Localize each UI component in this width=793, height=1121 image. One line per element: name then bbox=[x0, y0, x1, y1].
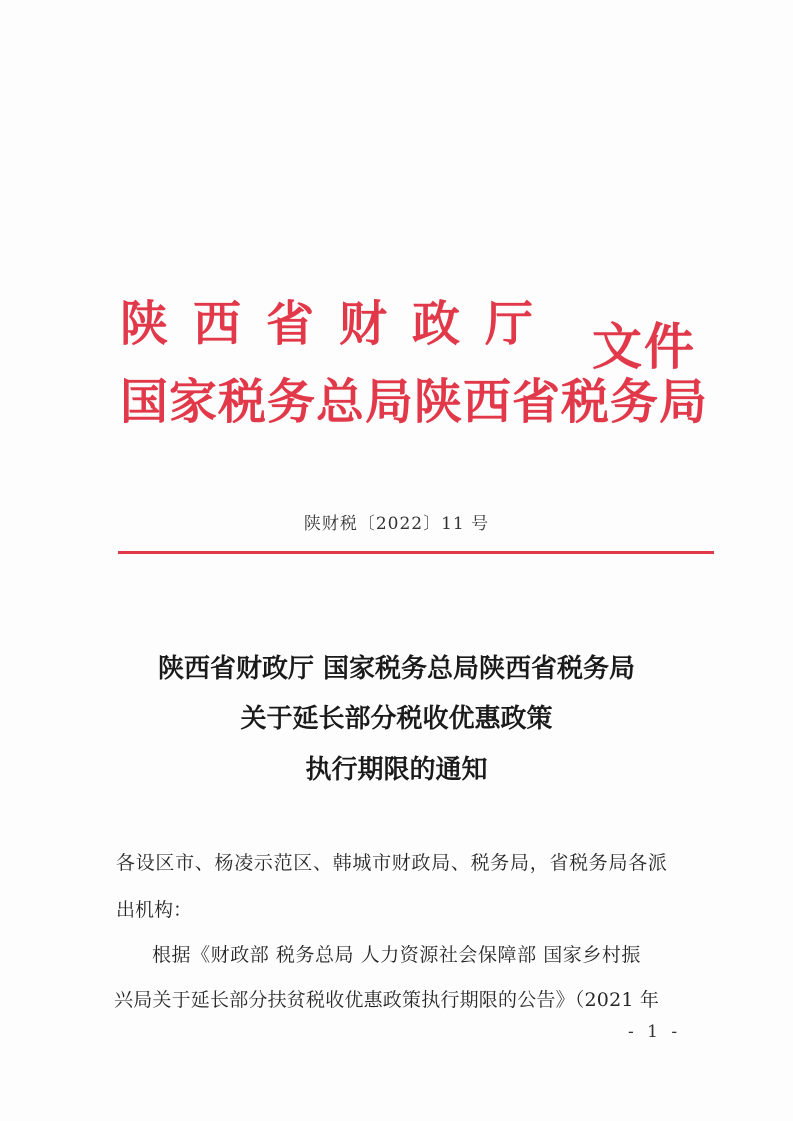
issuer-line-finance-dept: 陕西省财政厅 bbox=[120, 296, 559, 352]
addressee-line-1: 各设区市、杨凌示范区、韩城市财政局、税务局，省税务局各派 bbox=[116, 852, 668, 874]
body-paragraph-line-2: 兴局关于延长部分扶贫税收优惠政策执行期限的公告》（2021 年 bbox=[114, 989, 660, 1011]
addressee-line-2: 出机构： bbox=[116, 899, 193, 921]
notice-title-line-2: 关于延长部分税收优惠政策 bbox=[240, 704, 553, 734]
red-divider-line bbox=[118, 551, 714, 554]
page-number: - 1 - bbox=[628, 1022, 682, 1042]
document-number: 陕财税〔2022〕11 号 bbox=[303, 514, 490, 534]
notice-title-line-1: 陕西省财政厅 国家税务总局陕西省税务局 bbox=[157, 654, 636, 684]
body-paragraph-line-1: 根据《财政部 税务总局 人力资源社会保障部 国家乡村振 bbox=[152, 944, 641, 966]
issuer-line-tax-bureau: 国家税务总局陕西省税务局 bbox=[120, 374, 709, 430]
document-header-suffix: 文件 bbox=[592, 318, 696, 376]
notice-title-line-3: 执行期限的通知 bbox=[305, 755, 488, 785]
